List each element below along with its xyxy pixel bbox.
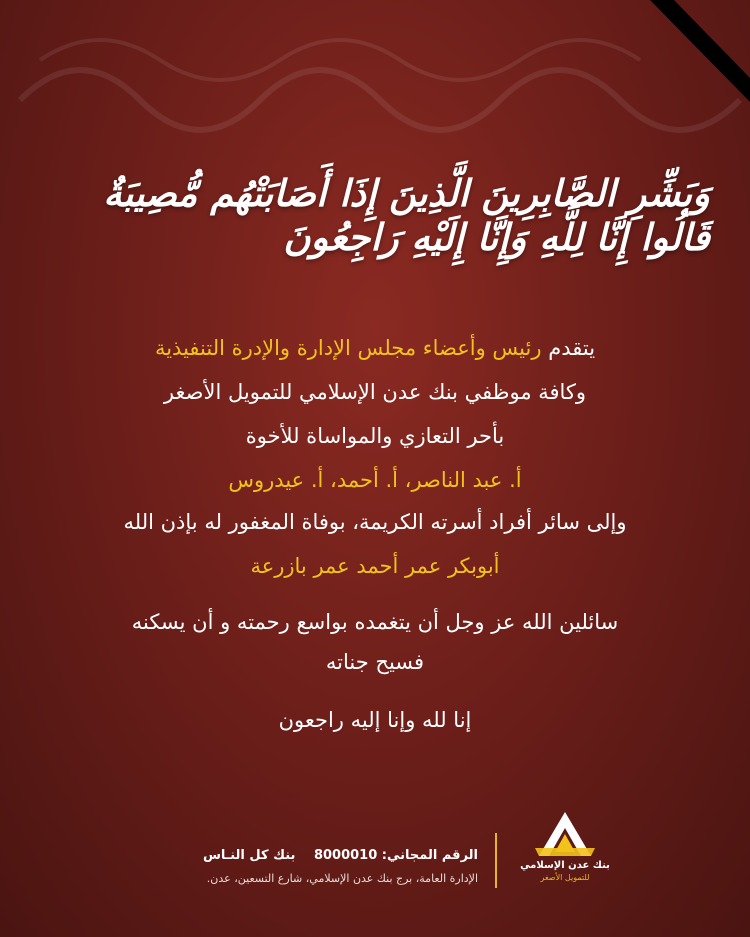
bank-slogan: بنك كل النـاس	[202, 848, 296, 863]
footer-contact-row	[203, 848, 478, 863]
message-line-1-highlight: رئيس وأعضاء مجلس الإدارة والإدرة التنفيذية	[154, 336, 542, 360]
deceased-name: أبوبكر عمر أحمد عمر بازرعة	[250, 554, 500, 578]
brothers-names: أ. عبد الناصر، أ. أحمد، أ. عيدروس	[228, 468, 522, 492]
bank-logo-icon	[525, 810, 605, 858]
closing-phrase: إنا لله وإنا إليه راجعون	[278, 708, 472, 732]
message-line-2: وكافة موظفي بنك عدن الإسلامي للتمويل الأصغر	[163, 380, 587, 404]
footer-divider	[495, 833, 497, 888]
tollfree-label: الرقم المجاني:	[381, 848, 478, 863]
logo-bank-name: بنك عدن الإسلامي	[520, 860, 610, 871]
logo-bank-subtitle: للتمويل الأصغر	[540, 873, 590, 882]
message-line-3: بأحر التعازي والمواساة للأخوة	[245, 424, 505, 448]
footer-address: الإدارة العامة، برج بنك عدن الإسلامي، شارع التسعين، عدن.	[206, 872, 478, 885]
message-line-1-prefix: يتقدم	[548, 336, 596, 360]
message-line-5: وإلى سائر أفراد أسرته الكريمة، بوفاة المغفور له بإذن الله	[123, 510, 627, 534]
message-line-1	[40, 334, 710, 362]
quran-verse-calligraphy: وَبَشِّرِ الصَّابِرِينَ الَّذِينَ إِذَا أَصَابَتْهُم مُّصِيبَةٌ قَالُوا إِنَّا لِلَّهِ وَإِنَّا إِلَيْهِ رَاجِعُونَ	[103, 171, 710, 259]
tollfree-number: 8000010	[313, 848, 378, 863]
message-line-8: فسيح جناته	[325, 650, 425, 674]
mourning-ribbon-icon	[570, 0, 750, 150]
message-line-7: سائلين الله عز وجل أن يتغمده بواسع رحمته و أن يسكنه	[131, 610, 619, 634]
